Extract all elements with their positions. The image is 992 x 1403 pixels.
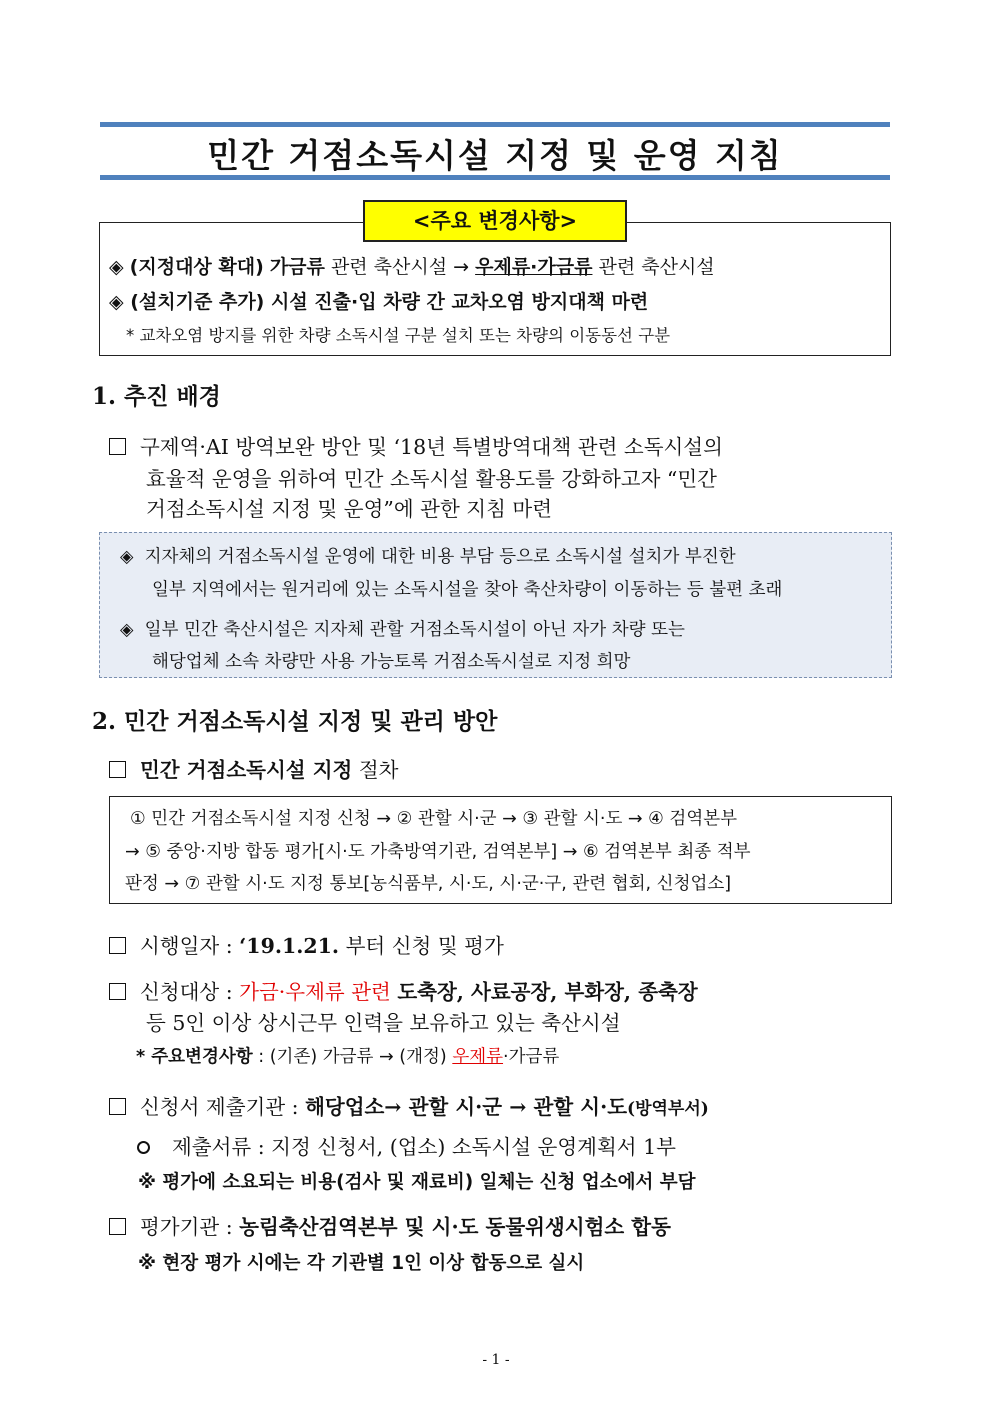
key-changes-tag: <주요 변경사항> (363, 200, 627, 242)
info-item-2-line-1: ◈ 일부 민간 축산시설은 지자체 관할 거점소독시설이 아닌 자가 차량 또는 (120, 620, 685, 640)
sec1-paragraph-line-3: 거점소독시설 지정 및 운영”에 관한 지침 마련 (146, 497, 553, 521)
diamond-outline-bullet-icon: ◈ (120, 547, 134, 567)
required-documents: 제출서류 : 지정 신청서, (업소) 소독시설 운영계획서 1부 (137, 1130, 676, 1160)
section-1-heading: 1. 추진 배경 (92, 383, 221, 410)
page-number: - 1 - (482, 1352, 510, 1368)
change-note: * 교차오염 방지를 위한 차량 소독시설 구분 설치 또는 차량의 이동동선 구분 (126, 326, 671, 345)
checkbox-square-icon (109, 438, 126, 455)
diamond-bullet-icon: ◈ (109, 256, 124, 278)
checkbox-square-icon (109, 983, 126, 1000)
diamond-bullet-icon: ◈ (109, 291, 124, 313)
evaluation-note: ※ 현장 평가 시에는 각 기관별 1인 이상 합동으로 실시 (138, 1253, 585, 1274)
designation-procedure-title: 민간 거점소독시설 지정 절차 (109, 753, 398, 783)
sec1-paragraph-line-1: 구제역·AI 방역보완 방안 및 ‘18년 특별방역대책 관련 소독시설의 (109, 430, 723, 460)
checkbox-square-icon (109, 1098, 126, 1115)
info-item-2-line-2: 해당업체 소속 차량만 사용 가능토록 거점소독시설로 지정 희망 (152, 652, 631, 672)
procedure-line-3: 판정 → ⑦ 관할 시·도 지정 통보[농식품부, 시·도, 시·군·구, 관련 협회, 신청업소] (125, 874, 732, 894)
effective-date: 시행일자 : ‘19.1.21. 부터 신청 및 평가 (109, 929, 504, 959)
application-target-line-2: 등 5인 이상 상시근무 인력을 보유하고 있는 축산시설 (146, 1011, 621, 1035)
title-rule-top (100, 122, 890, 127)
info-item-1-line-2: 일부 지역에서는 원거리에 있는 소독시설을 찾아 축산차량이 이동하는 등 불편 초래 (152, 580, 783, 600)
procedure-line-1: ① 민간 거점소독시설 지정 신청 → ② 관할 시·군 → ③ 관할 시·도 → ④ 검역본부 (130, 809, 738, 829)
section-2-heading: 2. 민간 거점소독시설 지정 및 관리 방안 (92, 708, 498, 735)
title-block (100, 122, 890, 182)
info-item-1-line-1: ◈ 지자체의 거점소독시설 운영에 대한 비용 부담 등으로 소독시설 설치가 부진한 (120, 547, 736, 567)
change-item-2: ◈ (설치기준 추가) 시설 진출·입 차량 간 교차오염 방지대책 마련 (109, 291, 649, 313)
checkbox-square-icon (109, 761, 126, 778)
evaluation-agency: 평가기관 : 농림축산검역본부 및 시·도 동물위생시험소 합동 (109, 1210, 671, 1240)
diamond-outline-bullet-icon: ◈ (120, 620, 134, 640)
cost-note: ※ 평가에 소요되는 비용(검사 및 재료비) 일체는 신청 업소에서 부담 (138, 1172, 696, 1193)
sec1-paragraph-line-2: 효율적 운영을 위하여 민간 소독시설 활용도를 강화하고자 “민간 (146, 467, 717, 491)
application-target-line-1: 신청대상 : 가금·우제류 관련 도축장, 사료공장, 부화장, 종축장 (109, 975, 698, 1005)
checkbox-square-icon (109, 937, 126, 954)
procedure-line-2: → ⑤ 중앙·지방 합동 평가[시·도 가축방역기관, 검역본부] → ⑥ 검역본부 최종 적부 (125, 842, 751, 862)
target-change-note: * 주요변경사항 : (기존) 가금류 → (개정) 우제류·가금류 (136, 1047, 560, 1067)
submission-agency: 신청서 제출기관 : 해당업소→ 관할 시·군 → 관할 시·도(방역부서) (109, 1090, 709, 1120)
checkbox-square-icon (109, 1218, 126, 1235)
title-rule-bottom (100, 175, 890, 180)
page-title: 민간 거점소독시설 지정 및 운영 지침 (207, 136, 783, 175)
circle-bullet-icon (137, 1141, 150, 1154)
change-item-1: ◈ (지정대상 확대) 가금류 관련 축산시설 → 우제류·가금류 관련 축산시설 (109, 256, 715, 278)
